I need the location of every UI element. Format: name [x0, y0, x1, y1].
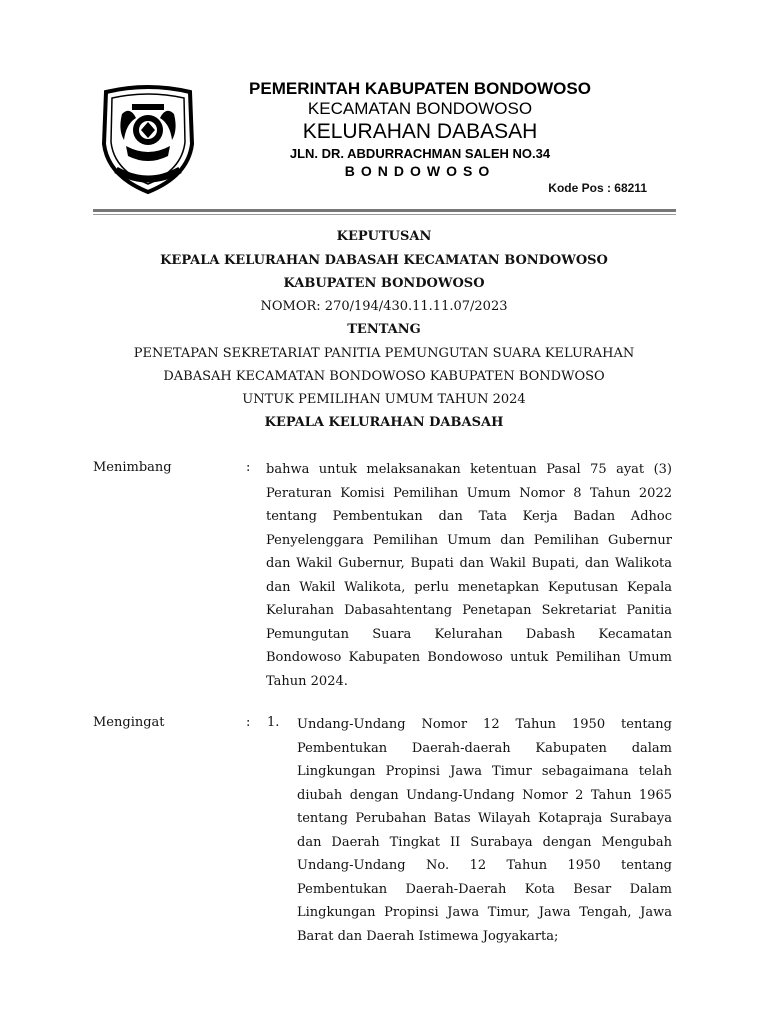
letterhead-divider	[93, 209, 676, 212]
village-name: KELURAHAN DABASAH	[302, 120, 538, 143]
subject-line-3: UNTUK PEMILIHAN UMUM TAHUN 2024	[242, 392, 526, 407]
tentang-heading: TENTANG	[347, 322, 421, 337]
district-name: KECAMATAN BONDOWOSO	[307, 99, 533, 118]
menimbang-text: bahwa untuk melaksanakan ketentuan Pasal 75 ayat (3) Peraturan Komisi Pemilihan Umum Nomor 8 Tahun 2022 tentang Pembentukan dan Tata Kerja Badan Adhoc Penyelenggara Pemilihan Umum dan Pemilihan Gubernur dan Wakil Gubernur, Bupati dan Wakil Bupati, dan Walikota dan Wakil Walikota, perlu menetapkan Keputusan Kepala Kelurahan Dabasahtentang Penetapan Sekretariat Panitia Pemungutan Suara Kelurahan Dabash Kecamatan Bondowoso Kabupaten Bondowoso untuk Pemilihan Umum Tahun 2024.	[266, 462, 672, 689]
official-title: KEPALA KELURAHAN DABASAH	[264, 415, 504, 430]
government-name: PEMERINTAH KABUPATEN BONDOWOSO	[249, 79, 591, 98]
postal-code: Kode Pos : 68211	[548, 181, 647, 195]
decision-number: NOMOR: 270/194/430.11.11.07/2023	[260, 299, 508, 314]
decision-heading: KEPUTUSAN	[336, 229, 432, 244]
mengingat-colon: :	[246, 715, 251, 730]
city-name: BONDOWOSO	[344, 163, 496, 179]
decision-regency: KABUPATEN BONDOWOSO	[283, 276, 485, 291]
letterhead-divider-thin	[93, 214, 676, 215]
mengingat-label: Mengingat	[93, 715, 165, 730]
mengingat-item-text: Undang-Undang Nomor 12 Tahun 1950 tentang Pembentukan Daerah-daerah Kabupaten dalam Lingkungan Propinsi Jawa Timur sebagaimana telah diubah dengan Undang-Undang Nomor 2 Tahun 1965 tentang Perubahan Batas Wilayah Kotapraja Surabaya dan Daerah Tingkat II Surabaya dengan Mengubah Undang-Undang No. 12 Tahun 1950 tentang Pembentukan Daerah-Daerah Kota Besar Dalam Lingkungan Propinsi Jawa Timur, Jawa Tengah, Jawa Barat dan Daerah Istimewa Jogyakarta;	[297, 717, 672, 944]
subject-line-1: PENETAPAN SEKRETARIAT PANITIA PEMUNGUTAN SUARA KELURAHAN	[133, 346, 635, 361]
office-address: JLN. DR. ABDURRACHMAN SALEH NO.34	[289, 146, 551, 161]
decision-issuer: KEPALA KELURAHAN DABASAH KECAMATAN BONDOWOSO	[160, 253, 608, 268]
menimbang-colon: :	[246, 460, 251, 475]
letterhead	[0, 0, 768, 200]
mengingat-item-number: 1.	[267, 715, 280, 730]
menimbang-label: Menimbang	[93, 460, 172, 475]
subject-line-2: DABASAH KECAMATAN BONDOWOSO KABUPATEN BONDWOSO	[163, 369, 605, 384]
